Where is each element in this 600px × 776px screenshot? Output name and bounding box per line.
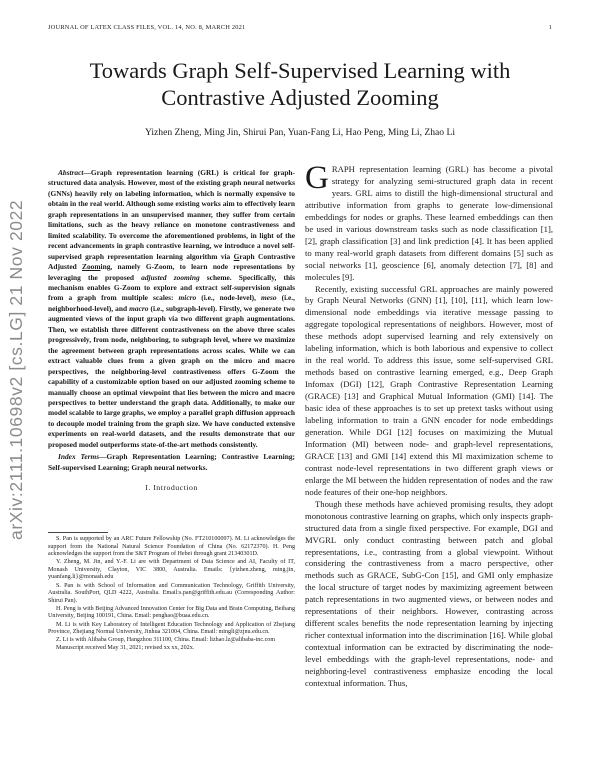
running-head: JOURNAL OF LATEX CLASS FILES, VOL. 14, NO. 8, MARCH 2021 — [48, 24, 246, 31]
section-heading-introduction: I. Introduction — [145, 483, 198, 493]
right-column — [305, 160, 553, 690]
dropcap-letter: G — [305, 160, 329, 196]
arxiv-stamp: arXiv:2111.10698v2 [cs.LG] 21 Nov 2022 — [6, 199, 26, 540]
footnotes — [48, 536, 295, 653]
footnote-affiliation-alibaba: Z. Li is with Alibaba Group, Hangzhou 311100, China. Email: lizhao.lz@alibaba-inc.com — [56, 637, 276, 644]
index-terms: Index Terms—Graph Representation Learning; Contrastive Learning; Self-supervised Learning; Graph neural networks. — [48, 452, 295, 472]
index-terms-text: Graph Representation Learning; Contrastive Learning; Self-supervised Learning; Graph neural networks. — [48, 452, 295, 472]
index-terms-label: Index Terms — [58, 452, 100, 462]
abstract-g-letter: G — [233, 251, 240, 261]
footnote-rule — [48, 532, 108, 533]
author-list: Yizhen Zheng, Ming Jin, Shirui Pan, Yuan-Fang Li, Hao Peng, Ming Li, Zhao Li — [144, 127, 456, 138]
paper-title: Towards Graph Self-Supervised Learning with Contrastive Adjusted Zooming — [89, 58, 511, 110]
page-number: 1 — [548, 24, 552, 31]
footnote-affiliation-monash: Y. Zheng, M. Jin, and Y.-F. Li are with Department of Data Science and AI, Faculty of IT, Monash University, Clayton, VIC 3800, Australia. Emails: {yizhen.zheng, ming.jin, yuanfang.li}@monash.edu — [48, 559, 295, 581]
abstract-meso: meso — [261, 293, 277, 303]
footnote-funding: S. Pan is supported by an ARC Future Fellowship (No. FT210100097). M. Li acknowledges the support from the National Natural Science Foundation of China (No. 62172370). H. Peng acknowledges the support from the S&T Program of Hebei through grant 21340301D. — [48, 536, 295, 558]
abstract-text-2: raph Contrastive Adjusted — [48, 251, 295, 272]
abstract-text-5: (i.e., node-level), — [196, 293, 261, 303]
abstract-label: Abstract — [58, 168, 84, 177]
abstract-text-6: (i.e., neighborhood-level), and — [48, 293, 295, 313]
intro-paragraph-3: Though these methods have achieved promising results, they adopt monotonous contrastive learning on graphs, which only inspects graph-structured data from a single fixed perspective. For example, DGI and MVGRL only conduct contrasting between patch and global representations, i.e., contrasting from a global viewpoint. Without considering the contrastiveness from a macro perspective, other methods such as GRACE, SubG-Con [15], and GMI only emphasize the local structure of target nodes by maximizing agreement between patch representations in two augmented views, or between nodes and representations of their neighbors. However, contrasting across different scales benefits the node representation learning by injecting richer contextual information into the discrimination [16]. While global contextual information can be extracted by discriminating the node-level embeddings with the graph-level representations, node- and neighboring-level contrastiveness emphasize encoding the local contextual information. Thus, — [305, 498, 553, 688]
abstract-zoom-word: Zoom — [82, 262, 101, 272]
intro-paragraph-1-text: RAPH representation learning (GRL) has become a pivotal strategy for analyzing semi-structured graph data in recent years. GRL aims to distill the high-dimensional structural and attributive information from graphs to generate low-dimensional embeddings for nodes or graphs. These learned embeddings can then be used in various downstream tasks such as node classification [1], [2], graph classification [3] and link prediction [4]. It has been applied to many real-world graph datasets from different domains [5] such as social networks [1], geoscience [6], anomaly detection [7], [8] and molecules [9]. — [305, 164, 553, 282]
abstract-macro: macro — [129, 303, 149, 313]
abstract-text-1: Graph representation learning (GRL) is critical for graph-structured data analysis. However, most of the existing graph neural networks (GNNs) heavily rely on labeling information, which is normally expensive to obtain in the real world. Although some existing works aim to effectively learn graph representations in an unsupervised manner, they suffer from certain limitations, such as the heavy reliance on monotone contrastiveness and limited scalability. To overcome the aforementioned problems, in light of the recent advancements in graph contrastive learning, we introduce a novel self-supervised graph representation learning algorithm via — [48, 168, 295, 261]
abstract-micro: micro — [178, 293, 197, 303]
intro-paragraph-1 — [305, 160, 553, 284]
footnote-manuscript-received: Manuscript received May 31, 2021; revised xx xx, 202x. — [56, 645, 195, 652]
abstract-text-3: ing, namely G-Zoom, to learn node representations by leveraging the proposed — [48, 262, 295, 282]
abstract-text-4: scheme. Specifically, this mechanism enables G-Zoom to explore and extract self-supervision signals from a graph from multiple scales: — [48, 272, 295, 303]
abstract: Abstract—Graph representation learning (GRL) is critical for graph-structured data analysis. However, most of the existing graph neural networks (GNNs) heavily rely on labeling information, which is normally expensive to obtain in the real world. Although some existing works aim to effectively learn graph representations in an unsupervised manner, they suffer from certain limitations, such as the heavy reliance on monotone contrastiveness and limited scalability. To overcome the aforementioned problems, in light of the recent advancements in graph contrastive learning, we introduce a novel self-supervised graph representation learning algorithm via Graph Contrastive Adjusted Zooming, namely G-Zoom, to learn node representations by leveraging the proposed adjusted zooming scheme. Specifically, this mechanism enables G-Zoom to explore and extract self-supervision signals from a graph from multiple scales: micro (i.e., node-level), meso (i.e., neighborhood-level), and macro (i.e., subgraph-level). Firstly, we generate two augmented views of the input graph via two different graph augmentations. Then, we establish three different contrastiveness on the above three scales progressively, from node, neighboring, to subgraph level, where we maximize the agreement between graph representations across scales. While we can extract valuable clues from a given graph on the micro and macro perspectives, the neighboring-level contrastiveness offers G-Zoom the capability of a customizable option based on our adjusted zooming scheme to manually choose an optimal viewpoint that lies between the micro and macro perspectives to better understand the graph data. Additionally, to make our model scalable to large graphs, we employ a parallel graph diffusion approach to decouple model training from the graph size. We have conducted extensive experiments on real-world datasets, and the results demonstrate that our proposed model outperforms state-of-the-art methods consistently. — [48, 168, 295, 449]
footnote-affiliation-griffith: S. Pan is with School of Information and Communication Technology, Griffith University, Australia. SouthPort, QLD 4222, Australia. Email:s.pan@griffith.edu.au (Corresponding Author: Shirui Pan). — [48, 582, 295, 604]
intro-paragraph-2: Recently, existing successful GRL approaches are mainly powered by Graph Neural Networks (GNN) [1], [10], [11], which learn low-dimensional node embeddings via iterative message passing to aggregate topological representations of neighbors. However, most of these methods adopt supervised learning and rely extensively on labeling information, which is both laborious and expensive to collect in the real world. To address this issue, some self-supervised GRL methods based on contrastive learning emerged, e.g., Deep Graph Infomax (DGI) [12], Graph Contrastive Representation Learning (GRACE) [13] and Graphical Mutual Information (GMI) [14]. The basic idea of these approaches is to set up pretext tasks without using labeling information to train a GNN encoder for node embeddings generation. While DGI [12] focuses on maximizing the Mutual Information (MI) between node- and graph-level representations, GRACE [13] and GMI [14] extend this MI maximization scheme to contrast node-level representations in two different graph views or enlarge the MI between the hidden representation of nodes and the raw node features of their one-hop neighbors. — [305, 283, 553, 497]
footnote-affiliation-beihang: H. Peng is with Beijing Advanced Innovation Center for Big Data and Brain Computing, Beihang University, Beijing 100191, China. Email: penghao@buaa.edu.cn. — [48, 605, 295, 620]
abstract-text-7: (i.e., subgraph-level). Firstly, we generate two augmented views of the input graph via two different graph augmentations. Then, we establish three different contrastiveness on the above three scales progressively, from node, neighboring, to subgraph level, where we maximize the agreement between graph representations across scales. While we can extract valuable clues from a given graph on the micro and macro perspectives, the neighboring-level contrastiveness offers G-Zoom the capability of a customizable option based on our adjusted zooming scheme to manually choose an optimal viewpoint that lies between the micro and macro perspectives to better understand the graph data. Additionally, to make our model scalable to large graphs, we employ a parallel graph diffusion approach to decouple model training from the graph size. We have conducted extensive experiments on real-world datasets, and the results demonstrate that our proposed model outperforms state-of-the-art methods consistently. — [48, 303, 295, 449]
abstract-adjusted-zooming: adjusted zooming — [141, 272, 200, 282]
left-column — [48, 168, 295, 654]
footnote-affiliation-zjnu: M. Li is with Key Laboratory of Intelligent Education Technology and Application of Zhejiang Province, Zhejiang Normal University, Jinhua 321004, China. Email: mingli@zjnu.edu.cn. — [48, 621, 295, 636]
